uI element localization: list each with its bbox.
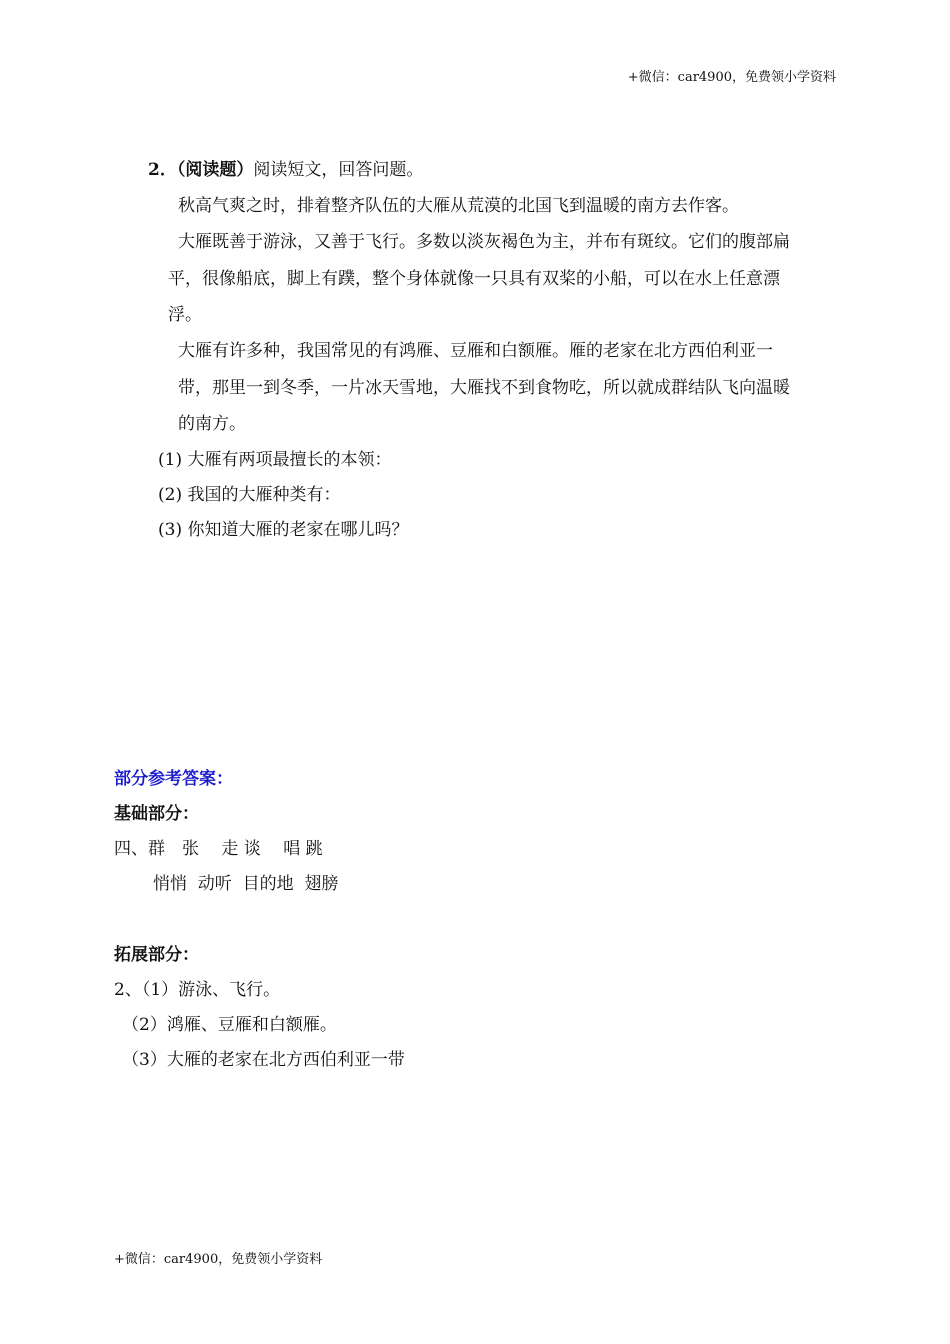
footer-watermark: +微信：car4900，免费领小学资料	[114, 1252, 323, 1267]
passage-line-7: 的南方。	[178, 414, 246, 434]
passage-line-3: 平，很像船底，脚上有蹼，整个身体就像一只具有双桨的小船，可以在水上任意漂	[168, 269, 780, 289]
header-watermark: +微信：car4900，免费领小学资料	[627, 70, 836, 85]
passage-line-4: 浮。	[168, 305, 202, 325]
basic-answer-line-2: 悄悄 动听 目的地 翅膀	[153, 874, 339, 894]
extension-answer-3: （3）大雁的老家在北方西伯利亚一带	[122, 1050, 405, 1070]
passage-line-2: 大雁既善于游泳，又善于飞行。多数以淡灰褐色为主，并布有斑纹。它们的腹部扁	[178, 232, 790, 252]
sub-question-3: (3) 你知道大雁的老家在哪儿吗？	[158, 520, 409, 540]
sub-question-2: (2) 我国的大雁种类有：	[158, 485, 341, 505]
basic-section-title: 基础部分：	[114, 804, 199, 824]
answers-title: 部分参考答案：	[114, 769, 233, 789]
sub-question-1: (1) 大雁有两项最擅长的本领：	[158, 450, 392, 470]
passage-line-1: 秋高气爽之时，排着整齐队伍的大雁从荒漠的北国飞到温暖的南方去作客。	[178, 196, 739, 216]
question-instruction: 阅读短文，回答问题。	[253, 160, 424, 180]
question-tag: （阅读题）	[176, 160, 254, 180]
question-number: 2．	[148, 160, 177, 180]
extension-section-title: 拓展部分：	[114, 945, 199, 965]
passage-line-5: 大雁有许多种，我国常见的有鸿雁、豆雁和白额雁。雁的老家在北方西伯利亚一	[178, 341, 773, 361]
question-heading	[148, 152, 423, 188]
passage-line-6: 带，那里一到冬季，一片冰天雪地，大雁找不到食物吃，所以就成群结队飞向温暖	[178, 378, 790, 398]
extension-answer-1: 2、（1）游泳、飞行。	[114, 980, 281, 1000]
basic-answer-line-1: 四、群 张 走 谈 唱 跳	[114, 839, 323, 859]
extension-answer-2: （2）鸿雁、豆雁和白额雁。	[122, 1015, 337, 1035]
